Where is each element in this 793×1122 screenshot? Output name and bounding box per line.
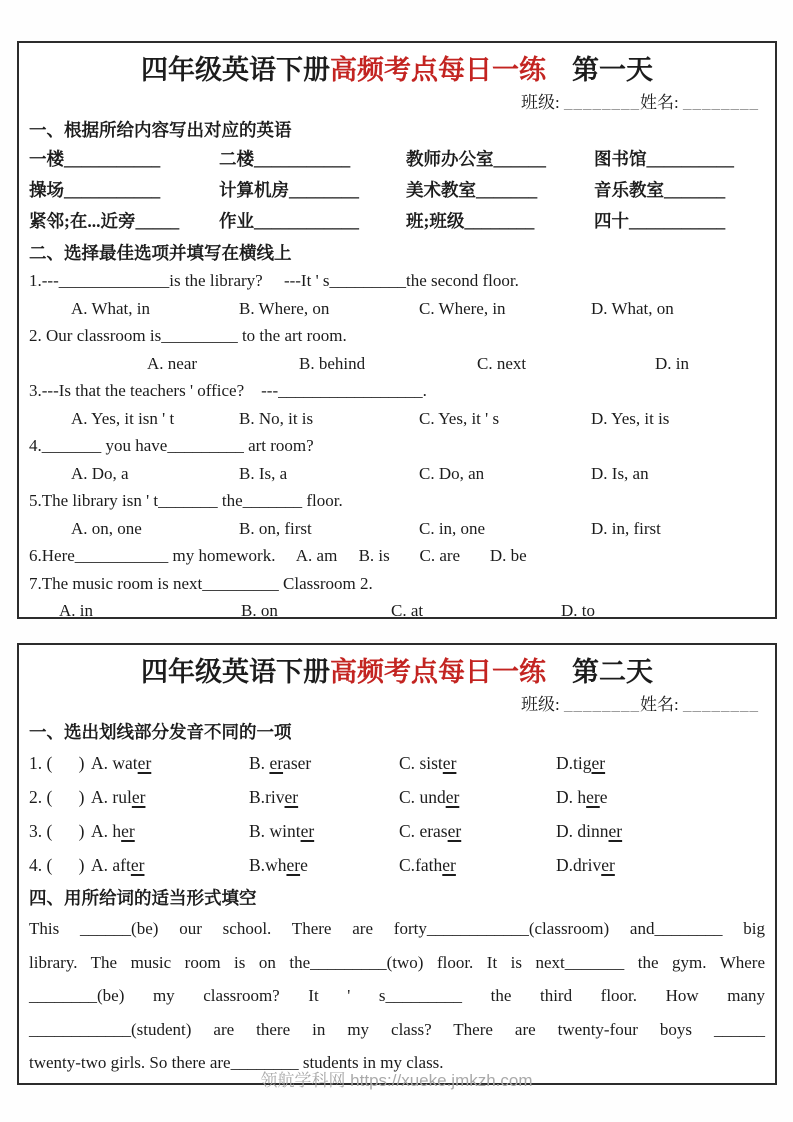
- class-blank: ________: [564, 93, 641, 112]
- question-stem-6: 6.Here___________ my homework. A. am B. is C. are D. be: [29, 546, 527, 565]
- header-nameline-day1: [29, 91, 765, 114]
- class-blank: ________: [564, 695, 641, 714]
- options-row-7: [29, 597, 765, 625]
- underlined-part: er: [269, 753, 284, 773]
- name-blank: ________: [683, 93, 759, 112]
- question-number: 3. ( ): [29, 821, 85, 841]
- option: D. Is, an: [591, 463, 649, 483]
- vocab-cell: 紧邻;在...近旁_____: [29, 211, 180, 231]
- name-label: 姓名:: [640, 695, 683, 714]
- underlined-part: er: [121, 821, 135, 841]
- option: C. next: [477, 353, 527, 373]
- watermark: 领航学科网 https://xueke.jmkzh.com: [260, 1071, 533, 1090]
- phonics-word: A. her: [91, 821, 135, 841]
- question-stem-4: 4._______ you have_________ art room?: [29, 436, 314, 455]
- underlined-part: er: [591, 753, 606, 773]
- phonics-word: D. here: [556, 787, 608, 807]
- cloze-line: ____________(student) are there in my class? There are twenty-four boys ______: [29, 1019, 765, 1039]
- vocab-cell: 音乐教室_______: [594, 180, 726, 200]
- phonics-row-4: [29, 848, 765, 882]
- vocab-cell: 二楼___________: [219, 149, 351, 169]
- option: B. on: [241, 601, 278, 620]
- name-blank: ________: [683, 695, 759, 714]
- phonics-word: C. eraser: [399, 821, 462, 841]
- vocab-cell: 美术教室_______: [406, 180, 538, 200]
- underlined-part: er: [586, 787, 600, 807]
- cloze-line: This ______(be) our school. There are forty____________(classroom) and________ big: [29, 919, 765, 938]
- worksheet-title-day1: [29, 49, 765, 91]
- title-course: 四年级英语下册: [141, 55, 330, 85]
- vocab-cell: 一楼___________: [29, 149, 161, 169]
- cloze-line: library. The music room is on the_________(two) floor. It is next_______ the gym. Where: [29, 952, 765, 972]
- underlined-part: er: [286, 855, 301, 875]
- title-highlight: 高频考点每日一练: [330, 657, 546, 687]
- options-row-3: [29, 405, 765, 433]
- vocab-cell: 四十___________: [594, 211, 726, 231]
- phonics-word: B. eraser: [249, 753, 312, 773]
- phonics-word: B.where: [249, 855, 308, 875]
- underlined-part: er: [442, 855, 456, 875]
- option: D. What, on: [591, 298, 674, 318]
- vocab-row: [29, 206, 765, 237]
- phonics-word: A. ruler: [91, 787, 146, 807]
- phonics-word: A. water: [91, 753, 152, 773]
- name-label: 姓名:: [640, 93, 683, 112]
- class-label: 班级:: [521, 695, 565, 714]
- phonics-word: D.driver: [556, 855, 615, 875]
- option: A. Yes, it isn ' t: [71, 408, 175, 428]
- title-highlight: 高频考点每日一练: [330, 55, 546, 85]
- question-number: 4. ( ): [29, 855, 85, 875]
- option: A. Do, a: [71, 463, 129, 483]
- title-day: 第一天: [572, 55, 653, 85]
- underlined-part: er: [445, 787, 460, 807]
- underlined-part: er: [131, 787, 146, 807]
- underlined-part: er: [284, 787, 299, 807]
- header-nameline-day2: [29, 693, 765, 716]
- section-heading-phonics: 一、选出划线部分发音不同的一项: [29, 722, 292, 742]
- vocab-cell: 教师办公室______: [406, 149, 546, 169]
- vocab-cell: 操场___________: [29, 180, 161, 200]
- option: C. Do, an: [419, 463, 485, 483]
- underlined-part: er: [601, 855, 615, 875]
- option: C. in, one: [419, 518, 486, 538]
- option: B. Where, on: [239, 298, 330, 318]
- question-number: 1. ( ): [29, 753, 85, 773]
- option: C. Where, in: [419, 298, 506, 318]
- option: D. Yes, it is: [591, 408, 670, 428]
- section-heading-mcq: 二、选择最佳选项并填写在横线上: [29, 243, 292, 263]
- phonics-word: C. under: [399, 787, 460, 807]
- underlined-part: er: [137, 753, 152, 773]
- question-stem-3: 3.---Is that the teachers ' office? ---_________________.: [29, 381, 427, 400]
- option: D. to: [561, 601, 595, 620]
- vocab-cell: 计算机房________: [219, 180, 359, 200]
- option: D. in: [655, 353, 689, 373]
- options-row-1: [29, 295, 765, 323]
- underlined-part: er: [608, 821, 623, 841]
- class-label: 班级:: [521, 93, 565, 112]
- option: A. What, in: [71, 298, 151, 318]
- option: A. in: [59, 601, 93, 620]
- underlined-part: er: [447, 821, 462, 841]
- phonics-word: C.father: [399, 855, 456, 875]
- options-row-2: [29, 350, 765, 378]
- option: B. behind: [299, 353, 366, 373]
- question-stem-7: 7.The music room is next_________ Classroom 2.: [29, 573, 373, 593]
- phonics-word: B.river: [249, 787, 299, 807]
- section-heading-cloze: 四、用所给词的适当形式填空: [29, 888, 257, 908]
- title-day: 第二天: [572, 657, 653, 687]
- section-heading-vocab: 一、根据所给内容写出对应的英语: [29, 120, 292, 140]
- option: A. on, one: [71, 518, 142, 538]
- cloze-line: twenty-two girls. So there are________ students in my class.: [29, 1053, 444, 1072]
- underlined-part: er: [300, 821, 315, 841]
- title-course: 四年级英语下册: [141, 657, 330, 687]
- underlined-part: er: [130, 855, 145, 875]
- option: B. on, first: [239, 518, 312, 538]
- worksheet-title-day2: [29, 651, 765, 693]
- phonics-row-3: [29, 814, 765, 848]
- options-row-5: [29, 515, 765, 543]
- vocab-row: [29, 175, 765, 206]
- option: C. at: [391, 601, 424, 620]
- underlined-part: er: [442, 753, 457, 773]
- option: B. No, it is: [239, 408, 314, 428]
- options-row-4: [29, 460, 765, 488]
- cloze-line: ________(be) my classroom? It ' s_________ the third floor. How many: [29, 986, 765, 1005]
- phonics-word: D.tiger: [556, 753, 606, 773]
- worksheet-day1: [17, 41, 777, 619]
- phonics-word: B. winter: [249, 821, 315, 841]
- question-stem-5: 5.The library isn ' t_______ the_______ floor.: [29, 491, 343, 510]
- option: B. Is, a: [239, 463, 288, 483]
- worksheet-day2: [17, 643, 777, 1085]
- vocab-cell: 班;班级________: [406, 211, 535, 231]
- question-stem-1: 1.---_____________is the library? ---It ' s_________the second floor.: [29, 271, 519, 290]
- vocab-cell: 图书馆__________: [594, 149, 734, 169]
- option: D. in, first: [591, 518, 661, 538]
- question-number: 2. ( ): [29, 787, 85, 807]
- phonics-row-2: [29, 780, 765, 814]
- phonics-row-1: [29, 746, 765, 780]
- vocab-row: [29, 144, 765, 175]
- question-stem-2: 2. Our classroom is_________ to the art room.: [29, 326, 347, 345]
- phonics-word: A. after: [91, 855, 145, 875]
- vocab-cell: 作业____________: [219, 211, 359, 231]
- option: A. near: [147, 353, 198, 373]
- phonics-word: D. dinner: [556, 821, 623, 841]
- phonics-word: C. sister: [399, 753, 457, 773]
- option: C. Yes, it ' s: [419, 408, 500, 428]
